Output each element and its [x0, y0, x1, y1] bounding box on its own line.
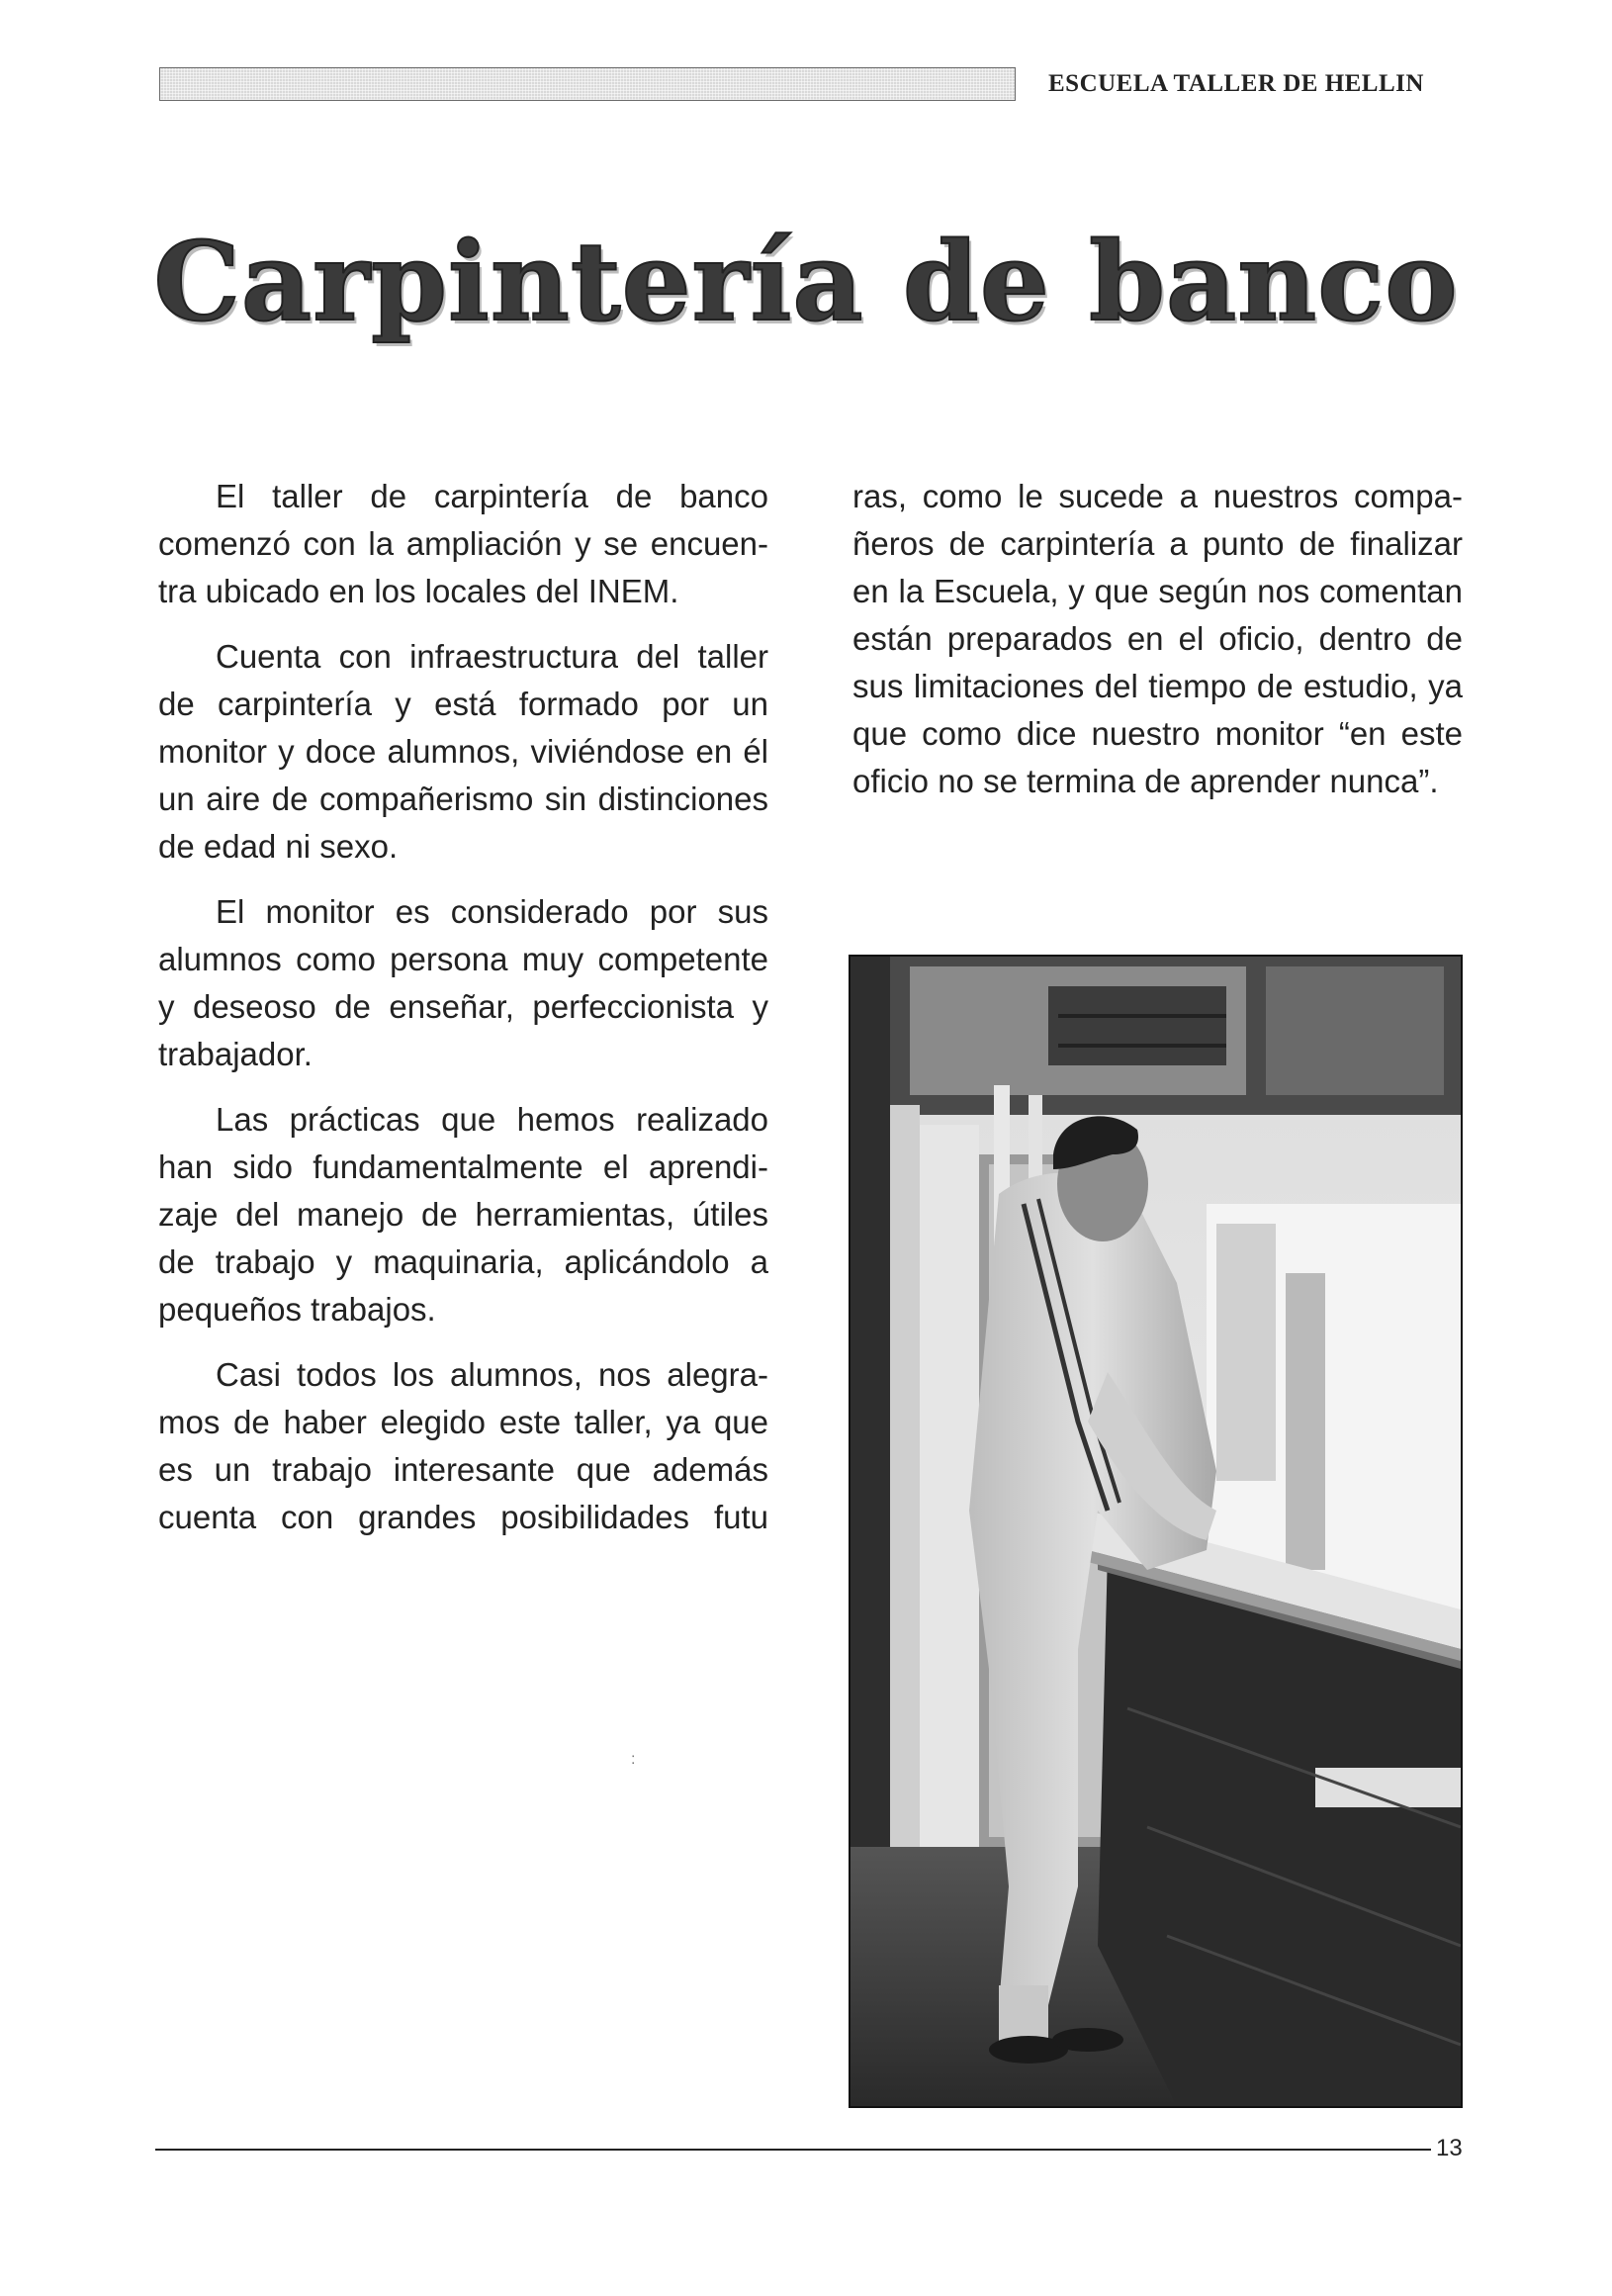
page-title: Carpintería de banco — [153, 218, 1459, 345]
paragraph: Casi todos los alumnos, nos alegramos de haber elegido este taller, ya que es un trabajo interesante que además cuenta con grandes posibilidades futu — [158, 1356, 768, 1535]
paragraph: El taller de carpintería de banco comenzó con la ampliación y se encuentra ubicado en los locales del INEM. — [158, 478, 768, 609]
workshop-photo — [849, 955, 1463, 2108]
header-pattern-bar — [159, 67, 1016, 101]
paragraph: Cuenta con infraestructura del taller de carpintería y está formado por un monitor y doce alumnos, viviéndose en él un aire de compañerismo sin distinciones de edad ni sexo. — [158, 638, 768, 865]
right-column — [852, 473, 1463, 823]
paragraph: ras, como le sucede a nuestros compañeros de carpintería a punto de finalizar en la Escuela, y que según nos comentan están preparados en el oficio, dentro de sus limitaciones del tiempo de estudio, ya que como dice nuestro monitor “en este oficio no se termina de aprender nunca”. — [852, 478, 1463, 799]
paragraph: Las prácticas que hemos realizado han sido fundamentalmente el aprendizaje del manejo de herramientas, útiles de trabajo y maquinaria, aplicándolo a pequeños trabajos. — [158, 1101, 768, 1328]
header-title: ESCUELA TALLER DE HELLIN — [1048, 70, 1424, 97]
left-column — [158, 473, 768, 1559]
stray-mark: : — [631, 1751, 636, 1768]
page-number: 13 — [1436, 2135, 1463, 2161]
paragraph: El monitor es considerado por sus alumnos como persona muy competente y deseoso de enseñar, perfeccionista y trabajador. — [158, 893, 768, 1072]
footer-rule — [155, 2149, 1431, 2151]
